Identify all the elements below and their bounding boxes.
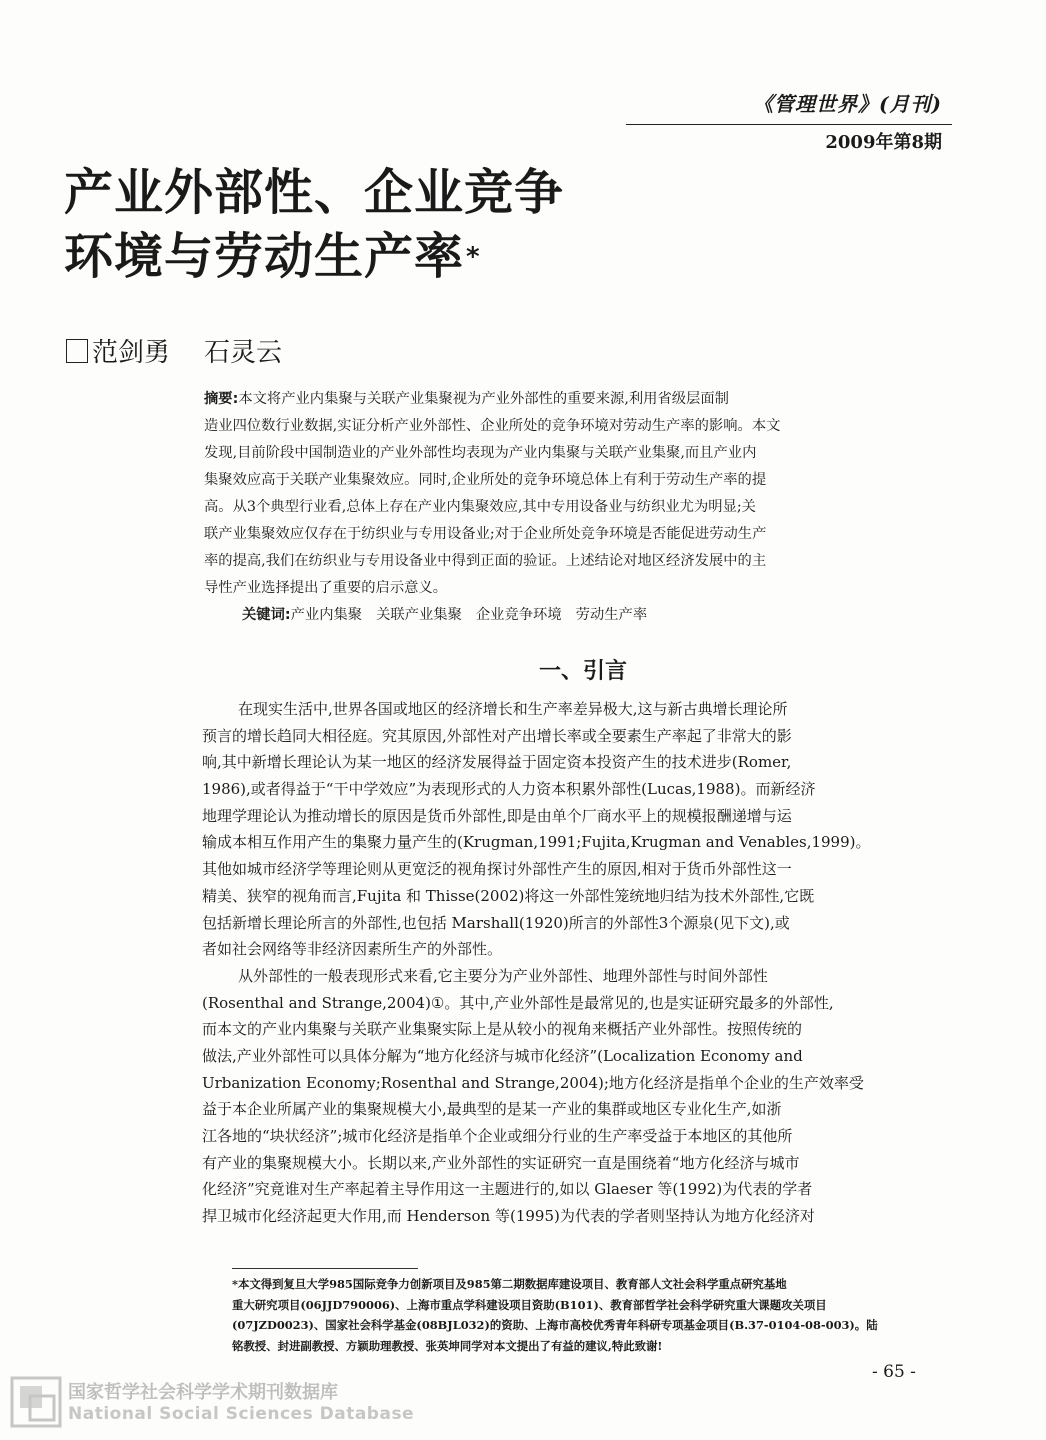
paragraph-line: 包括新增长理论所言的外部性,也包括 Marshall(1920)所言的外部性3个源泉(见下文),或: [202, 913, 790, 932]
footnote: [232, 1274, 950, 1356]
keyword: 劳动生产率: [575, 607, 648, 623]
watermark-text-en: National Social Sciences Database: [68, 1404, 415, 1424]
abstract-line: 发现,目前阶段中国制造业的产业外部性均表现为产业内集聚与关联产业集聚,而且产业内: [204, 445, 757, 461]
paragraph-line: Urbanization Economy;Rosenthal and Strange,2004);地方化经济是指单个企业的生产效率受: [202, 1073, 864, 1092]
issue-number: 2009年第8期: [825, 132, 942, 153]
footnote-line: 铭教授、封进副教授、方颖助理教授、张英坤同学对本文提出了有益的建议,特此致谢!: [232, 1338, 663, 1353]
database-logo-icon: [10, 1376, 62, 1428]
footnote-line: 重大研究项目(06JJD790006)、上海市重点学科建设项目资助(B101)、教育部哲学社会科学研究重大课题攻关项目: [232, 1297, 827, 1312]
section-heading: 一、引言: [538, 659, 627, 684]
article-title-text: 环境与劳动生产率: [64, 228, 465, 285]
body-text: [202, 696, 946, 1230]
paragraph-line: 者如社会网络等非经济因素所生产的外部性。: [202, 940, 503, 959]
footnote-line: *本文得到复旦大学985国际竞争力创新项目及985第二期数据库建设项目、教育部人文社会科学重点研究基地: [232, 1277, 787, 1291]
keywords: [204, 602, 944, 629]
paragraph-line: 江各地的“块状经济”;城市化经济是指单个企业或细分行业的生产率受益于本地区的其他所: [202, 1127, 793, 1145]
paragraph-line: 有产业的集聚规模大小。长期以来,产业外部性的实证研究一直是围绕着“地方化经济与城市: [202, 1153, 800, 1172]
paragraph-line: 捍卫城市化经济起更大作用,而 Henderson 等(1995)为代表的学者则坚持认为地方化经济对: [202, 1207, 815, 1226]
footnote-rule: [232, 1268, 418, 1269]
abstract-line: 联产业集聚效应仅存在于纺织业与专用设备业;对于企业所处竞争环境是否能促进劳动生产: [204, 526, 767, 542]
watermark-text-cn: 国家哲学社会科学学术期刊数据库: [68, 1382, 338, 1403]
paragraph-line: 响,其中新增长理论认为某一地区的经济发展得益于固定资本投资产生的技术进步(Romer,: [202, 753, 792, 772]
keywords-label: 关键词:: [242, 607, 291, 623]
keyword: 企业竞争环境: [475, 607, 562, 623]
paragraph-line: 1986),或者得益于“干中学效应”为表现形式的人力资本积累外部性(Lucas,1988)。而新经济: [202, 780, 816, 799]
abstract-line: 造业四位数行业数据,实证分析产业外部性、企业所处的竞争环境对劳动生产率的影响。本文: [204, 418, 781, 434]
article-title-line-1: 产业外部性、企业竞争: [64, 164, 565, 221]
paragraph-line: 输成本相互作用产生的集聚力量产生的(Krugman,1991;Fujita,Krugman and Venables,1999)。: [202, 833, 871, 852]
abstract-line: [204, 386, 944, 413]
keyword: 关联产业集聚: [376, 607, 462, 623]
header-rule: [626, 124, 952, 125]
paragraph-line: 做法,产业外部性可以具体分解为“地方化经济与城市化经济”(Localization Economy and: [202, 1046, 803, 1065]
paragraph-line: 益于本企业所属产业的集聚规模大小,最典型的是某一产业的集群或地区专业化生产,如浙: [202, 1100, 782, 1119]
abstract-line: 导性产业选择提出了重要的启示意义。: [204, 580, 448, 596]
paragraph-line: 化经济”究竟谁对生产率起着主导作用这一主题进行的,如以 Glaeser 等(1992)为代表的学者: [202, 1180, 813, 1199]
paragraph-line: (Rosenthal and Strange,2004)①。其中,产业外部性是最常见的,也是实证研究最多的外部性,: [202, 993, 834, 1012]
article-title-line-2: [64, 230, 481, 284]
abstract-text: 本文将产业内集聚与关联产业集聚视为产业外部性的重要来源,利用省级层面制: [238, 391, 729, 407]
footnote-line: (07JZD0023)、国家社会科学基金(08BJL032)的资助、上海市高校优秀青年科研专项基金项目(B.37-0104-08-003)。陆: [232, 1318, 878, 1332]
database-watermark: [10, 1374, 415, 1430]
page-number: - 65 -: [872, 1362, 916, 1382]
paragraph-line: 预言的增长趋同大相径庭。究其原因,外部性对产出增长率或全要素生产率起了非常大的影: [202, 726, 792, 745]
paragraph-line: 地理学理论认为推动增长的原因是货币外部性,即是由单个厂商水平上的规模报酬递增与运: [202, 806, 792, 825]
abstract-line: 率的提高,我们在纺织业与专用设备业中得到正面的验证。上述结论对地区经济发展中的主: [204, 553, 767, 569]
paragraph-line: 而本文的产业内集聚与关联产业集聚实际上是从较小的视角来概括产业外部性。按照传统的: [202, 1020, 803, 1039]
paragraph-line: 从外部性的一般表现形式来看,它主要分为产业外部性、地理外部性与时间外部性: [238, 966, 768, 985]
paragraph-line: 在现实生活中,世界各国或地区的经济增长和生产率差异极大,这与新古典增长理论所: [238, 700, 788, 718]
title-footnote-mark: *: [466, 242, 481, 272]
paragraph-line: 精美、狭窄的视角而言,Fujita 和 Thisse(2002)将这一外部性笼统地归结为技术外部性,它既: [202, 886, 815, 905]
abstract-line: 高。从3个典型行业看,总体上存在产业内集聚效应,其中专用设备业与纺织业尤为明显;关: [204, 499, 756, 515]
journal-name: 《管理世界》(月刊): [753, 92, 942, 116]
abstract: [204, 386, 944, 629]
abstract-label: 摘要:: [204, 391, 239, 407]
paragraph-line: 其他如城市经济学等理论则从更宽泛的视角探讨外部性产生的原因,相对于货币外部性这一: [202, 860, 792, 879]
author-box-icon: [66, 339, 88, 363]
author-name: 范剑勇: [92, 338, 171, 368]
author-name: 石灵云: [204, 338, 283, 368]
keyword: 产业内集聚: [290, 607, 363, 623]
abstract-line: 集聚效应高于关联产业集聚效应。同时,企业所处的竞争环境总体上有利于劳动生产率的提: [204, 472, 767, 488]
author-line: [66, 332, 282, 369]
